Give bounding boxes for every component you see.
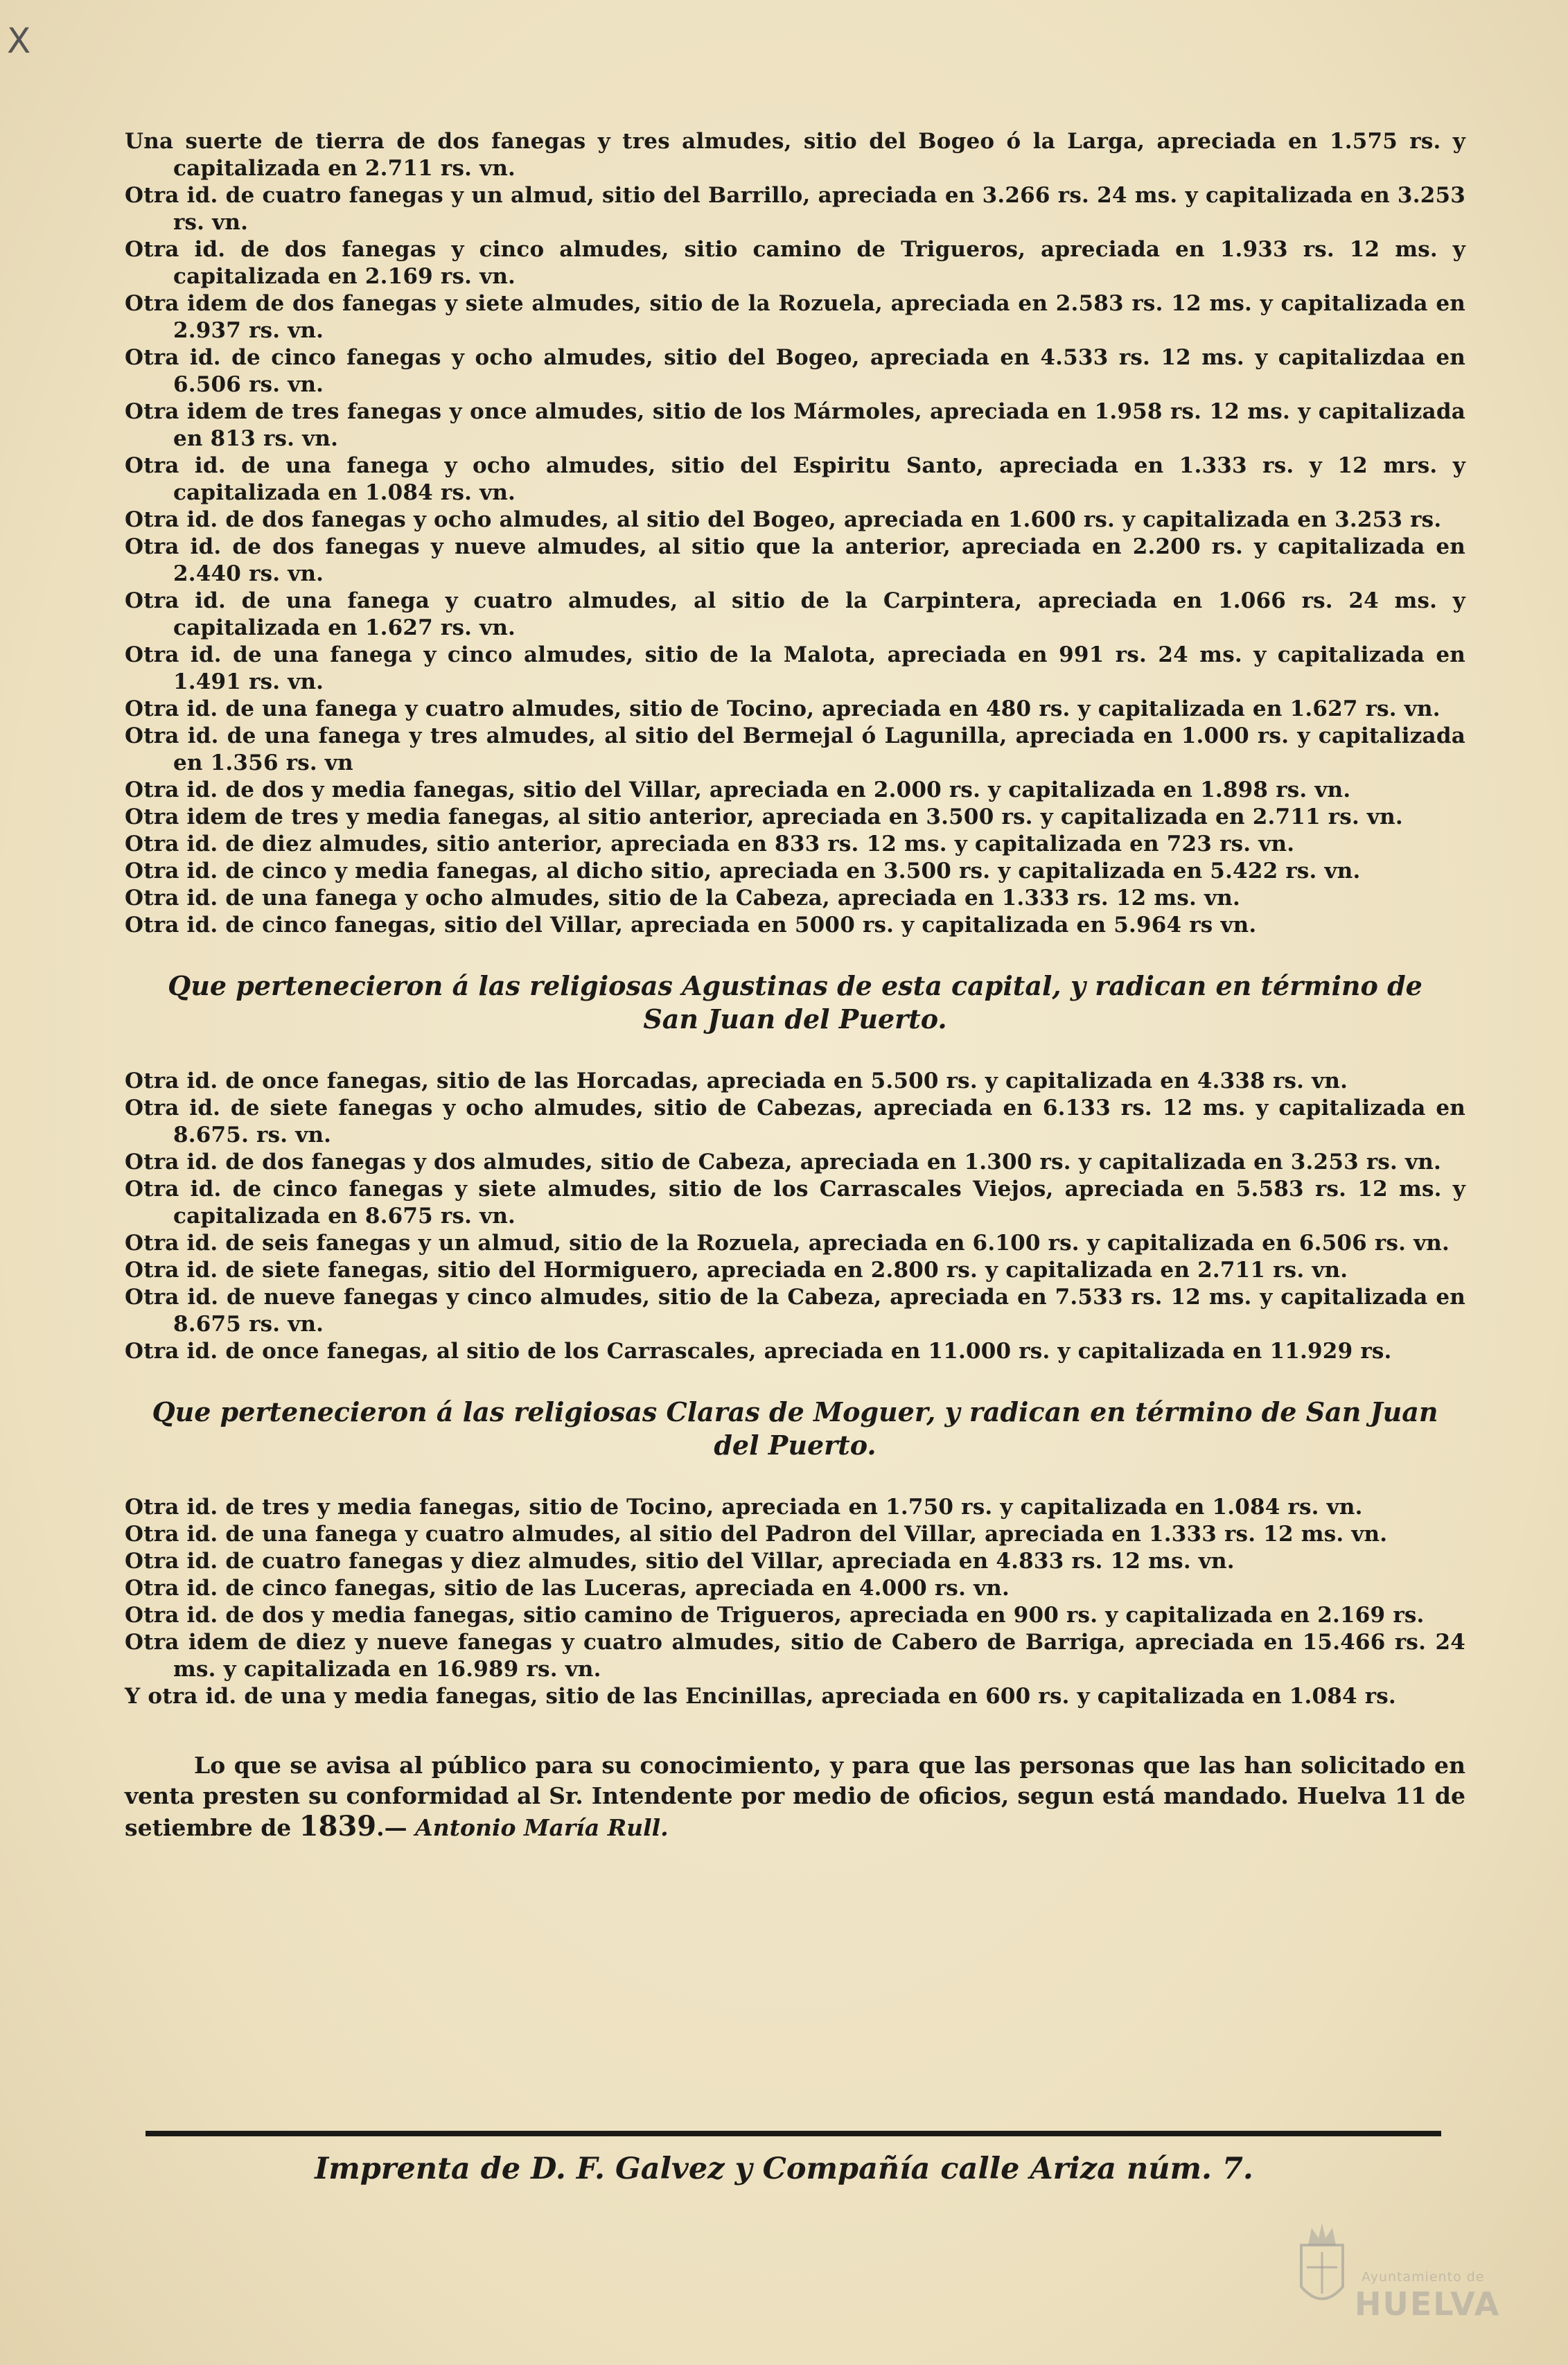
property-entry: Otra id. de cinco fanegas y ocho almudes, sitio del Bogeo, apreciada en 4.533 rs. 12 ms. y capitalizdaa en 6.506 rs. vn.: [125, 345, 1465, 397]
property-entry: Otra id. de once fanegas, al sitio de los Carrascales, apreciada en 11.000 rs. y capitalizada en 11.929 rs.: [125, 1339, 1392, 1364]
property-entry: Otra id. de una fanega y ocho almudes, sitio de la Cabeza, apreciada en 1.333 rs. 12 ms. vn.: [125, 886, 1240, 911]
property-entry: Otra id. de dos y media fanegas, sitio camino de Trigueros, apreciada en 900 rs. y capitalizada en 2.169 rs.: [125, 1603, 1425, 1628]
property-entry: Otra id. de siete fanegas y ocho almudes, sitio de Cabezas, apreciada en 6.133 rs. 12 ms. y capitalizada en 8.675. rs. vn.: [125, 1096, 1465, 1148]
property-entry: Otra id. de una fanega y tres almudes, al sitio del Bermejal ó Lagunilla, apreciada en 1.000 rs. y capitalizada en 1.356 rs. vn: [125, 723, 1465, 775]
property-entry: Otra id. de nueve fanegas y cinco almudes, sitio de la Cabeza, apreciada en 7.533 rs. 12 ms. y capitalizada en 8.675 rs. vn.: [125, 1285, 1465, 1337]
printer-imprint: Imprenta de D. F. Galvez y Compañía calle Ariza núm. 7.: [315, 2152, 1253, 2186]
property-entry: Otra id. de seis fanegas y un almud, sitio de la Rozuela, apreciada en 6.100 rs. y capitalizada en 6.506 rs. vn.: [125, 1231, 1450, 1256]
property-entry: Otra id. de una fanega y cuatro almudes, al sitio del Padron del Villar, apreciada en 1.333 rs. 12 ms. vn.: [125, 1522, 1388, 1547]
property-entry: Otra id. de dos fanegas y cinco almudes, sitio camino de Trigueros, apreciada en 1.933 rs. 12 ms. y capitalizada en 2.169 rs. vn.: [125, 237, 1465, 289]
property-entry: Otra id. de una fanega y cuatro almudes, al sitio de la Carpintera, apreciada en 1.066 rs. 24 ms. y capitalizada en 1.627 rs. vn.: [125, 588, 1465, 640]
closing-year: 1839: [299, 1810, 377, 1843]
property-entry: Otra id. de una fanega y cinco almudes, sitio de la Malota, apreciada en 991 rs. 24 ms. y capitalizada en 1.491 rs. vn.: [125, 642, 1465, 694]
property-entry: Otra id. de una fanega y cuatro almudes, sitio de Tocino, apreciada en 480 rs. y capitalizada en 1.627 rs. vn.: [125, 696, 1441, 721]
closing-paragraph: [125, 1750, 1465, 1843]
property-entry: Otra idem de tres fanegas y once almudes, sitio de los Mármoles, apreciada en 1.958 rs. 12 ms. y capitalizada en 813 rs. vn.: [125, 399, 1465, 451]
section-heading-claras: Que pertenecieron á las religiosas Claras de Moguer, y radican en término de San Juan del Puerto.: [152, 1396, 1438, 1461]
property-entry: Otra id. de siete fanegas, sitio del Hormiguero, apreciada en 2.800 rs. y capitalizada en 2.711 rs. vn.: [125, 1258, 1348, 1283]
closing-dash: .—: [376, 1814, 407, 1841]
property-entry: Otra id. de dos y media fanegas, sitio del Villar, apreciada en 2.000 rs. y capitalizada en 1.898 rs. vn.: [125, 777, 1351, 802]
corner-mark: X: [7, 21, 31, 61]
property-entry: Otra idem de diez y nueve fanegas y cuatro almudes, sitio de Cabero de Barriga, apreciada en 15.466 rs. 24 ms. y capitalizada en 16.989 rs. vn.: [125, 1630, 1465, 1682]
property-entry: Otra idem de tres y media fanegas, al sitio anterior, apreciada en 3.500 rs. y capitalizada en 2.711 rs. vn.: [125, 805, 1403, 829]
entries-group-1: [125, 128, 1465, 939]
closing-text: Lo que se avisa al público para su conocimiento, y para que las personas que las han solicitado en venta presten su conformidad al Sr. Intendente por medio de oficios, segun está mandado. Huelva 11 de setiembre de: [125, 1752, 1465, 1841]
property-entry: Y otra id. de una y media fanegas, sitio de las Encinillas, apreciada en 600 rs. y capitalizada en 1.084 rs.: [125, 1684, 1396, 1709]
property-entry: Otra id. de cinco y media fanegas, al dicho sitio, apreciada en 3.500 rs. y capitalizada en 5.422 rs. vn.: [125, 859, 1361, 883]
property-entry: Otra id. de cuatro fanegas y un almud, sitio del Barrillo, apreciada en 3.266 rs. 24 ms. y capitalizada en 3.253 rs. vn.: [125, 183, 1465, 235]
property-entry: Otra id. de tres y media fanegas, sitio de Tocino, apreciada en 1.750 rs. y capitalizada en 1.084 rs. vn.: [125, 1495, 1363, 1520]
document-body: [125, 128, 1465, 1866]
property-entry: Otra id. de dos fanegas y dos almudes, sitio de Cabeza, apreciada en 1.300 rs. y capitalizada en 3.253 rs. vn.: [125, 1150, 1441, 1175]
archive-watermark: [1282, 2204, 1545, 2342]
property-entry: Otra id. de cinco fanegas y siete almudes, sitio de los Carrascales Viejos, apreciada en 5.583 rs. 12 ms. y capitalizada en 8.675 rs. vn.: [125, 1177, 1465, 1229]
watermark-small-text: Ayuntamiento de: [1362, 2269, 1485, 2285]
property-entry: Otra idem de dos fanegas y siete almudes, sitio de la Rozuela, apreciada en 2.583 rs. 12 ms. y capitalizada en 2.937 rs. vn.: [125, 291, 1465, 343]
property-entry: Otra id. de cuatro fanegas y diez almudes, sitio del Villar, apreciada en 4.833 rs. 12 ms. vn.: [125, 1549, 1235, 1574]
section-heading-agustinas: Que pertenecieron á las religiosas Agustinas de esta capital, y radican en término de San Juan del Puerto.: [168, 970, 1422, 1035]
property-entry: Otra id. de dos fanegas y ocho almudes, al sitio del Bogeo, apreciada en 1.600 rs. y capitalizada en 3.253 rs.: [125, 507, 1442, 532]
horizontal-rule: [146, 2131, 1441, 2136]
entries-group-3: [125, 1494, 1465, 1710]
property-entry: Otra id. de cinco fanegas, sitio de las Luceras, apreciada en 4.000 rs. vn.: [125, 1576, 1010, 1601]
property-entry: Otra id. de cinco fanegas, sitio del Villar, apreciada en 5000 rs. y capitalizada en 5.964 rs vn.: [125, 913, 1257, 938]
entries-group-2: [125, 1068, 1465, 1365]
watermark-big-text: HUELVA: [1355, 2285, 1501, 2323]
property-entry: Otra id. de dos fanegas y nueve almudes, al sitio que la anterior, apreciada en 2.200 rs. y capitalizada en 2.440 rs. vn.: [125, 534, 1465, 586]
property-entry: Otra id. de diez almudes, sitio anterior, apreciada en 833 rs. 12 ms. y capitalizada en 723 rs. vn.: [125, 832, 1295, 856]
signer-name: Antonio María Rull.: [415, 1814, 669, 1841]
property-entry: Una suerte de tierra de dos fanegas y tres almudes, sitio del Bogeo ó la Larga, apreciada en 1.575 rs. y capitalizada en 2.711 rs. vn.: [125, 129, 1465, 181]
property-entry: Otra id. de una fanega y ocho almudes, sitio del Espiritu Santo, apreciada en 1.333 rs. y 12 mrs. y capitalizada en 1.084 rs. vn.: [125, 453, 1465, 505]
coat-of-arms-icon: [1294, 2217, 1350, 2314]
property-entry: Otra id. de once fanegas, sitio de las Horcadas, apreciada en 5.500 rs. y capitalizada en 4.338 rs. vn.: [125, 1069, 1348, 1093]
